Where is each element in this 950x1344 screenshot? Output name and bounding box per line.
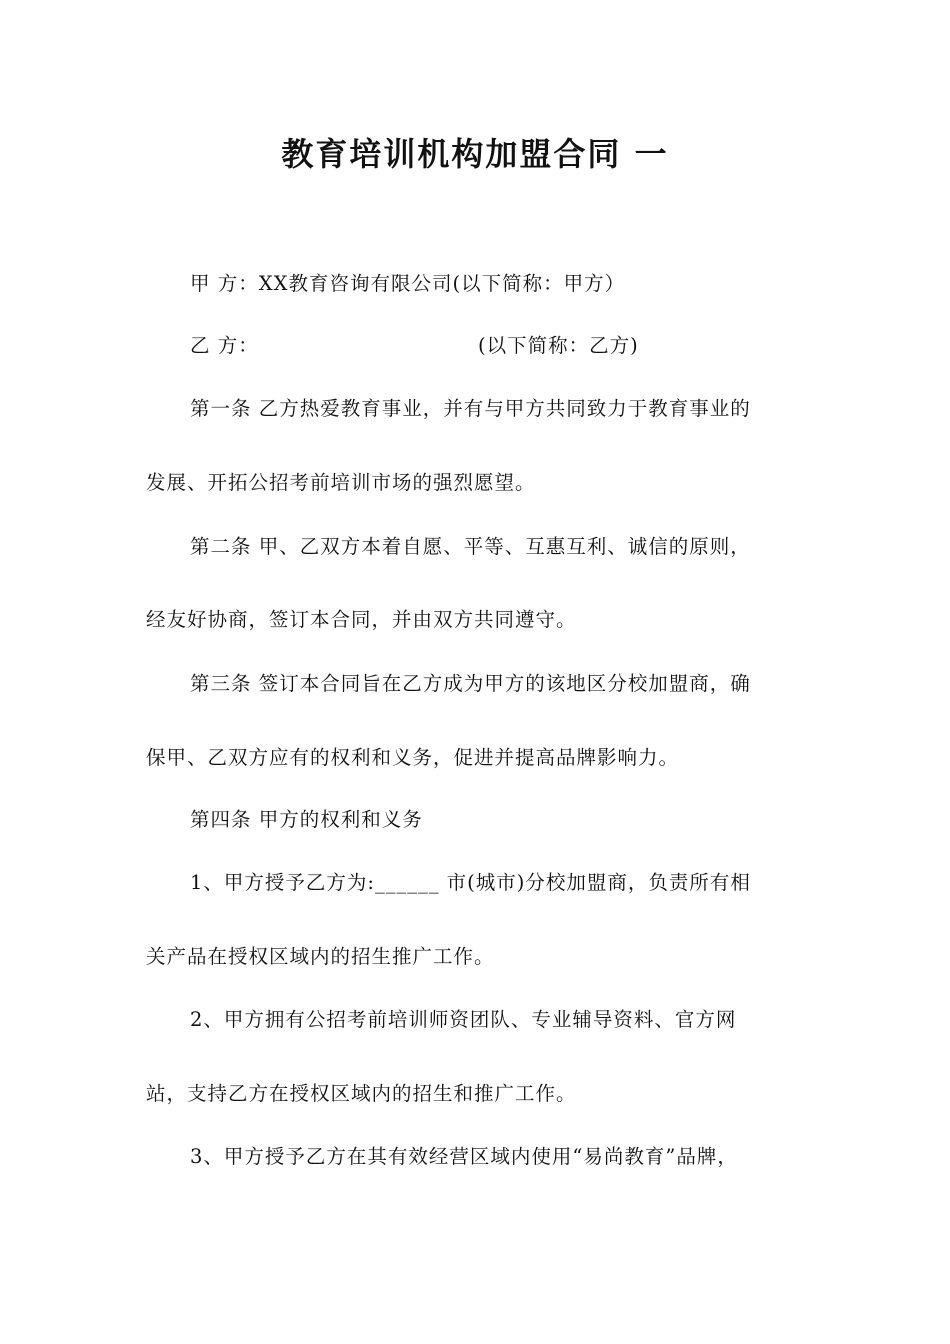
article-1-line-1: 第一条 乙方热爱教育事业，并有与甲方共同致力于教育事业的 [190,397,751,420]
clause-3-line-1: 3、甲方授予乙方在其有效经营区域内使用“易尚教育”品牌， [190,1145,738,1168]
clause-2-line-2: 站，支持乙方在授权区域内的招生和推广工作。 [146,1082,577,1105]
article-3-line-2: 保甲、乙双方应有的权利和义务，促进并提高品牌影响力。 [146,746,680,769]
party-b-line [190,331,639,361]
clause-1-line-2: 关产品在授权区域内的招生推广工作。 [146,945,495,968]
clause-2-line-1: 2、甲方拥有公招考前培训师资团队、专业辅导资料、官方网 [190,1008,737,1031]
party-b-label: 乙 方： [190,334,259,357]
document-title: 教育培训机构加盟合同 一 [281,135,669,173]
party-a-line: 甲 方：XX教育咨询有限公司(以下简称：甲方） [190,272,626,295]
article-4-heading: 第四条 甲方的权利和义务 [190,808,423,831]
clause-1-line-1: 1、甲方授予乙方为:______ 市(城市)分校加盟商，负责所有相 [190,871,751,894]
article-1-line-2: 发展、开拓公招考前培训市场的强烈愿望。 [146,471,536,494]
party-b-suffix: (以下简称：乙方) [478,334,639,357]
article-2-line-1: 第二条 甲、乙双方本着自愿、平等、互惠互利、诚信的原则， [190,535,751,558]
article-2-line-2: 经友好协商，签订本合同，并由双方共同遵守。 [146,608,577,631]
article-3-line-1: 第三条 签订本合同旨在乙方成为甲方的该地区分校加盟商，确 [190,672,751,695]
